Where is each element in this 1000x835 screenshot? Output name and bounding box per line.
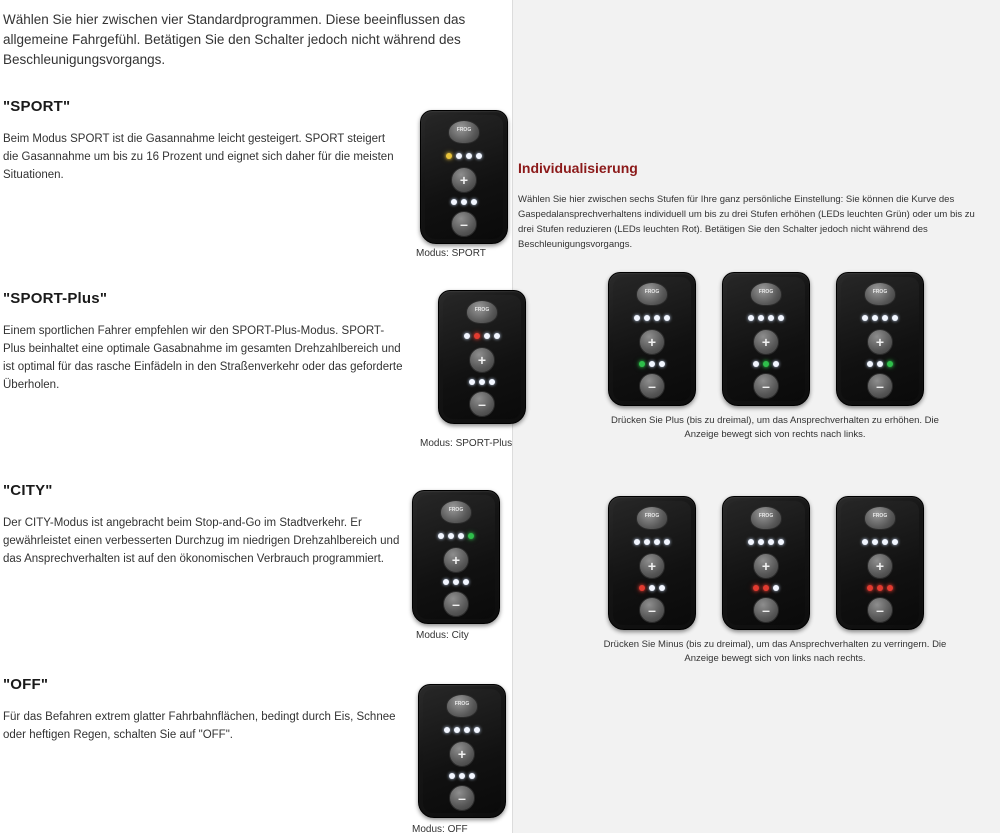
led-row-bottom (451, 199, 477, 205)
mode-knob[interactable] (448, 120, 480, 144)
plus-button[interactable] (469, 347, 495, 373)
led (464, 727, 470, 733)
led (654, 315, 660, 321)
individualisierung-body: Wählen Sie hier zwischen sechs Stufen für Ihre ganz persönliche Einstellung: Sie können die Kurve des Gaspedalansprechverhaltens individuell um bis zu drei Stufen erhöhen (LEDs leuchten Grün) oder um bis zu drei Stufen reduzieren (LEDs leuchten Rot). Betätigen Sie den Schalter jedoch nicht während des Beschleunigungsvorgangs. (518, 194, 975, 250)
led (644, 539, 650, 545)
led-row-top (748, 539, 784, 545)
section-title-off: "OFF" (3, 676, 49, 693)
section-body-off: Für das Befahren extrem glatter Fahrbahnflächen, bedingt durch Eis, Schnee oder heftigen Regen, schalten Sie auf "OFF". (3, 711, 396, 741)
section-title-city: "CITY" (3, 482, 53, 499)
device-plus-2 (722, 272, 810, 406)
plus-label: + (457, 746, 467, 762)
led (664, 539, 670, 545)
led (763, 361, 769, 367)
led-row-bottom (639, 585, 665, 591)
minus-button[interactable] (753, 373, 779, 399)
led-row-top (634, 315, 670, 321)
brand-label: FROG (644, 513, 660, 519)
plus-label: + (761, 558, 771, 574)
plus-button[interactable] (867, 329, 893, 355)
plus-button[interactable] (449, 741, 475, 767)
minus-button[interactable] (639, 597, 665, 623)
led (892, 315, 898, 321)
led-row-top (862, 315, 898, 321)
led (476, 153, 482, 159)
led (471, 199, 477, 205)
minus-label: – (762, 602, 770, 618)
led-row-top (862, 539, 898, 545)
minus-label: – (762, 378, 770, 394)
led (443, 579, 449, 585)
led (469, 379, 475, 385)
led (449, 773, 455, 779)
plus-label: + (761, 334, 771, 350)
minus-button[interactable] (753, 597, 779, 623)
led-row-top (444, 727, 480, 733)
minus-button[interactable] (443, 591, 469, 617)
mode-knob[interactable] (750, 506, 782, 530)
led (748, 539, 754, 545)
led (634, 315, 640, 321)
led (872, 315, 878, 321)
led-row-top (748, 315, 784, 321)
led (634, 539, 640, 545)
minus-label: – (876, 378, 884, 394)
brand-label: FROG (474, 307, 490, 313)
plus-button[interactable] (639, 553, 665, 579)
led (877, 585, 883, 591)
brand-label: FROG (456, 127, 472, 133)
led (862, 539, 868, 545)
led (464, 333, 470, 339)
device-off (418, 684, 506, 818)
led-row-bottom (639, 361, 665, 367)
led (459, 773, 465, 779)
section-body-sport-plus: Einem sportlichen Fahrer empfehlen wir den SPORT-Plus-Modus. SPORT-Plus beinhaltet eine optimale Gasabnahme im gesamten Drehzahlbereich und ist optimal für das rasche Einfädeln in den Straßenverkehr oder das geforderte Überholen. (3, 325, 403, 391)
minus-label: – (648, 602, 656, 618)
led (664, 315, 670, 321)
led (882, 315, 888, 321)
plus-button[interactable] (443, 547, 469, 573)
plus-button[interactable] (867, 553, 893, 579)
led (758, 315, 764, 321)
mode-knob[interactable] (446, 694, 478, 718)
led-row-top (634, 539, 670, 545)
led-row-bottom (867, 361, 893, 367)
device-minus-1 (608, 496, 696, 630)
led (872, 539, 878, 545)
caption-sport: Modus: SPORT (416, 248, 486, 259)
brand-label: FROG (758, 289, 774, 295)
device-city (412, 490, 500, 624)
led (458, 533, 464, 539)
caption-sport-plus: Modus: SPORT-Plus (420, 438, 513, 449)
led (484, 333, 490, 339)
caption-plus: Drücken Sie Plus (bis zu dreimal), um das Ansprechverhalten zu erhöhen. Die Anzeige bewegt sich von rechts nach links. (611, 415, 939, 440)
led (753, 361, 759, 367)
led (474, 727, 480, 733)
led-row-bottom (753, 585, 779, 591)
led (456, 153, 462, 159)
device-minus-3 (836, 496, 924, 630)
minus-button[interactable] (449, 785, 475, 811)
plus-label: + (875, 558, 885, 574)
minus-label: – (648, 378, 656, 394)
section-body-sport: Beim Modus SPORT ist die Gasannahme leicht gesteigert. SPORT steigert die Gasannahme um bis zu 16 Prozent und eignet sich daher für die meisten Situationen. (3, 133, 394, 181)
led (639, 585, 645, 591)
led (887, 585, 893, 591)
brand-label: FROG (448, 507, 464, 513)
device-minus-2 (722, 496, 810, 630)
led (489, 379, 495, 385)
led (659, 361, 665, 367)
device-plus-3 (836, 272, 924, 406)
device-sport-plus (438, 290, 526, 424)
plus-button[interactable] (639, 329, 665, 355)
caption-off: Modus: OFF (412, 824, 468, 835)
intro-paragraph: Wählen Sie hier zwischen vier Standardprogrammen. Diese beeinflussen das allgemeine Fahrgefühl. Betätigen Sie den Schalter jedoch nicht während des Beschleunigungsvorgangs. (3, 12, 466, 67)
device-plus-1 (608, 272, 696, 406)
section-title-sport: "SPORT" (3, 98, 71, 115)
led (892, 539, 898, 545)
led (453, 579, 459, 585)
led (763, 585, 769, 591)
led (778, 315, 784, 321)
plus-label: + (459, 172, 469, 188)
led (773, 361, 779, 367)
mode-knob[interactable] (466, 300, 498, 324)
mode-knob[interactable] (440, 500, 472, 524)
brand-label: FROG (758, 513, 774, 519)
led (454, 727, 460, 733)
led (461, 199, 467, 205)
plus-label: + (647, 558, 657, 574)
plus-label: + (451, 552, 461, 568)
led (479, 379, 485, 385)
section-body-city: Der CITY-Modus ist angebracht beim Stop-and-Go im Stadtverkehr. Er gewährleistet einen verbesserten Durchzug im niedrigen Drehzahlbereich und das Ansprechverhalten ist auf den ökonomischen Verbrauch programmiert. (3, 517, 400, 565)
minus-button[interactable] (867, 597, 893, 623)
led (877, 361, 883, 367)
minus-button[interactable] (867, 373, 893, 399)
brand-label: FROG (644, 289, 660, 295)
led (768, 539, 774, 545)
minus-label: – (460, 216, 468, 232)
caption-city: Modus: City (416, 630, 469, 641)
brand-label: FROG (872, 289, 888, 295)
led (448, 533, 454, 539)
plus-label: + (875, 334, 885, 350)
minus-label: – (452, 596, 460, 612)
led-row-top (438, 533, 474, 539)
led-row-bottom (753, 361, 779, 367)
led (753, 585, 759, 591)
mode-knob[interactable] (750, 282, 782, 306)
led (446, 153, 452, 159)
plus-button[interactable] (753, 329, 779, 355)
brand-label: FROG (872, 513, 888, 519)
plus-button[interactable] (753, 553, 779, 579)
led (644, 315, 650, 321)
led (649, 361, 655, 367)
device-sport (420, 110, 508, 244)
led (438, 533, 444, 539)
led (474, 333, 480, 339)
led (862, 315, 868, 321)
mode-knob[interactable] (636, 282, 668, 306)
minus-button[interactable] (451, 211, 477, 237)
led (649, 585, 655, 591)
led (768, 315, 774, 321)
led-row-bottom (443, 579, 469, 585)
led-row-bottom (469, 379, 495, 385)
led-row-bottom (449, 773, 475, 779)
led-row-top (446, 153, 482, 159)
led (867, 361, 873, 367)
minus-button[interactable] (469, 391, 495, 417)
plus-label: + (477, 352, 487, 368)
plus-label: + (647, 334, 657, 350)
section-title-sport-plus: "SPORT-Plus" (3, 290, 108, 307)
mode-knob[interactable] (636, 506, 668, 530)
led (463, 579, 469, 585)
plus-button[interactable] (451, 167, 477, 193)
led (778, 539, 784, 545)
led (882, 539, 888, 545)
led (654, 539, 660, 545)
minus-button[interactable] (639, 373, 665, 399)
brand-label: FROG (454, 701, 470, 707)
led (773, 585, 779, 591)
minus-label: – (478, 396, 486, 412)
led (758, 539, 764, 545)
led (494, 333, 500, 339)
led (468, 533, 474, 539)
mode-knob[interactable] (864, 506, 896, 530)
led (451, 199, 457, 205)
led (444, 727, 450, 733)
minus-label: – (876, 602, 884, 618)
caption-minus: Drücken Sie Minus (bis zu dreimal), um das Ansprechverhalten zu verringern. Die Anzeige bewegt sich von links nach rechts. (603, 639, 947, 664)
led (867, 585, 873, 591)
minus-label: – (458, 790, 466, 806)
led (639, 361, 645, 367)
led (466, 153, 472, 159)
led-row-top (464, 333, 500, 339)
individualisierung-title: Individualisierung (518, 160, 638, 176)
led (748, 315, 754, 321)
led (887, 361, 893, 367)
led (659, 585, 665, 591)
led (469, 773, 475, 779)
led-row-bottom (867, 585, 893, 591)
mode-knob[interactable] (864, 282, 896, 306)
